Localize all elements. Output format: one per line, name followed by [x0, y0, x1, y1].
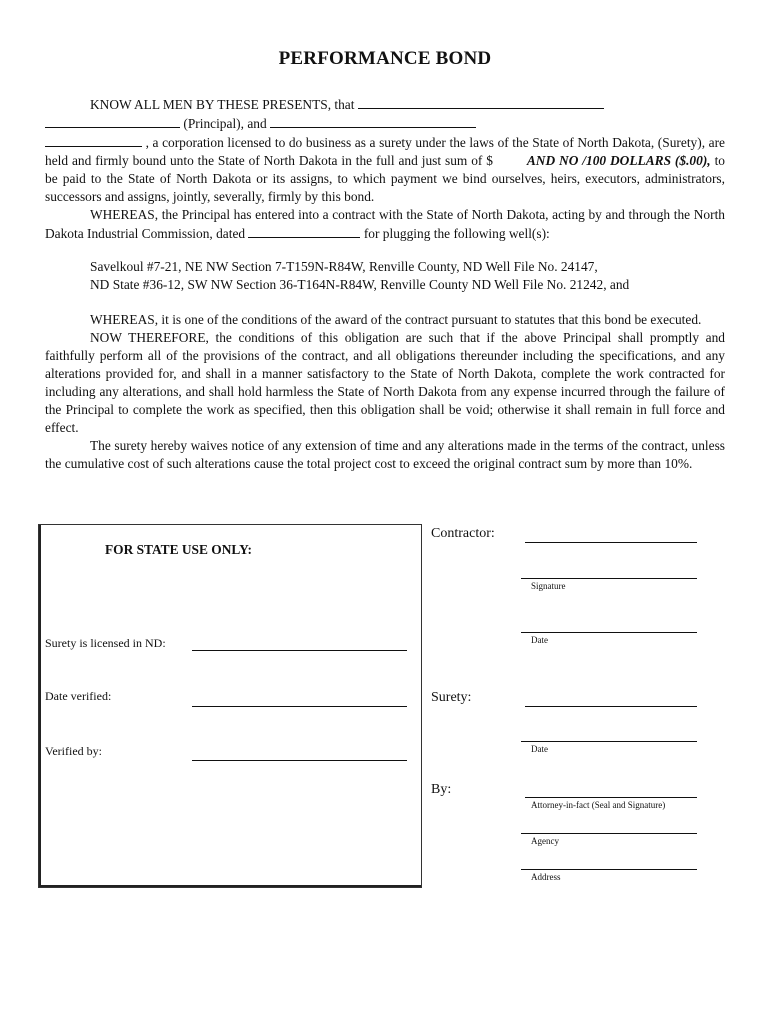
date-caption: Date [531, 744, 548, 754]
attorney-signature-field[interactable] [525, 797, 697, 798]
date-verified-label: Date verified: [45, 689, 112, 703]
principal-name-blank-cont[interactable] [45, 114, 180, 128]
signature-caption: Signature [531, 581, 566, 591]
contractor-signature-field[interactable] [521, 578, 697, 579]
address-caption: Address [531, 872, 561, 882]
intro-paragraph [45, 95, 725, 243]
contract-date-blank[interactable] [248, 224, 360, 238]
intro-rest [45, 133, 725, 206]
surety-licensed-field[interactable] [192, 650, 407, 651]
intro-text: KNOW ALL MEN BY THESE PRESENTS, that [90, 97, 355, 112]
agency-caption: Agency [531, 836, 559, 846]
whereas-award: WHEREAS, it is one of the conditions of the award of the contract pursuant to statutes that this bond be executed. [90, 312, 702, 327]
agency-field[interactable] [521, 833, 697, 834]
attorney-caption: Attorney-in-fact (Seal and Signature) [531, 800, 666, 810]
contractor-name-field[interactable] [525, 542, 697, 543]
whereas-contract-text: WHEREAS, the Principal has entered into a contract with the State of North Dakota, acting by and through the North Dakota Industrial Commission, dated [45, 207, 725, 241]
payment-clause: to be paid to the State of North Dakota or its assigns, to which payment we bind ourselves, heirs, executors, administrators, successors and assigns, jointly, severally, firmly by this bond. [45, 153, 725, 204]
surety-licensed-label: Surety is licensed in ND: [45, 636, 166, 650]
verified-by-label: Verified by: [45, 744, 102, 758]
surety-name-blank[interactable] [270, 114, 476, 128]
whereas-contract-end: for plugging the following well(s): [363, 226, 550, 241]
contractor-label: Contractor: [431, 526, 495, 541]
intro-line-2 [45, 114, 725, 133]
surety-name-field[interactable] [525, 706, 697, 707]
verified-by-field[interactable] [192, 760, 407, 761]
bond-amount-words: AND NO /100 DOLLARS ($.00), [526, 153, 711, 168]
intro-line-1 [45, 95, 725, 114]
state-use-title: FOR STATE USE ONLY: [105, 542, 252, 557]
now-therefore: NOW THEREFORE, the conditions of this obligation are such that if the above Principal shall promptly and faithfully perform all of the provisions of the contract, and all obligations thereunder including the specifications, and any alterations provided for, and shall in a manner satisfactory to the State of North Dakota, complete the work contracted for including any alterations, and shall hold harmless the State of North Dakota from any expense incurred through the failure of the Principal to complete the work as specified, then this obligation shall be void; otherwise it shall remain in full force and effect. [45, 330, 725, 435]
surety-date-field[interactable] [521, 741, 697, 742]
surety-label: Surety: [431, 690, 472, 705]
address-field[interactable] [521, 869, 697, 870]
surety-clause: , a corporation licensed to do business as a surety under the laws of the State of North Dakota, (Surety), are held and firmly bound unto the State of North Dakota in the full and just sum of $ [45, 135, 725, 168]
by-label: By: [431, 782, 452, 797]
principal-label: (Principal), and [183, 116, 267, 131]
well-item: Savelkoul #7-21, NE NW Section 7-T159N-R84W, Renville County, ND Well File No. 24147, [90, 259, 598, 274]
document-title: PERFORMANCE BOND [278, 48, 492, 69]
whereas-contract [45, 206, 725, 243]
wells-list [90, 258, 740, 294]
conditions-section [45, 311, 725, 473]
surety-waiver: The surety hereby waives notice of any extension of time and any alterations made in the terms of the contract, unless the cumulative cost of such alterations cause the total project cost to exceed the original contract sum by more than 10%. [45, 438, 725, 471]
contractor-date-field[interactable] [521, 632, 697, 633]
date-caption: Date [531, 635, 548, 645]
principal-name-blank[interactable] [358, 95, 604, 109]
well-item: ND State #36-12, SW NW Section 36-T164N-R84W, Renville County ND Well File No. 21242, and [90, 277, 630, 292]
surety-name-blank-cont[interactable] [45, 133, 142, 147]
date-verified-field[interactable] [192, 706, 407, 707]
